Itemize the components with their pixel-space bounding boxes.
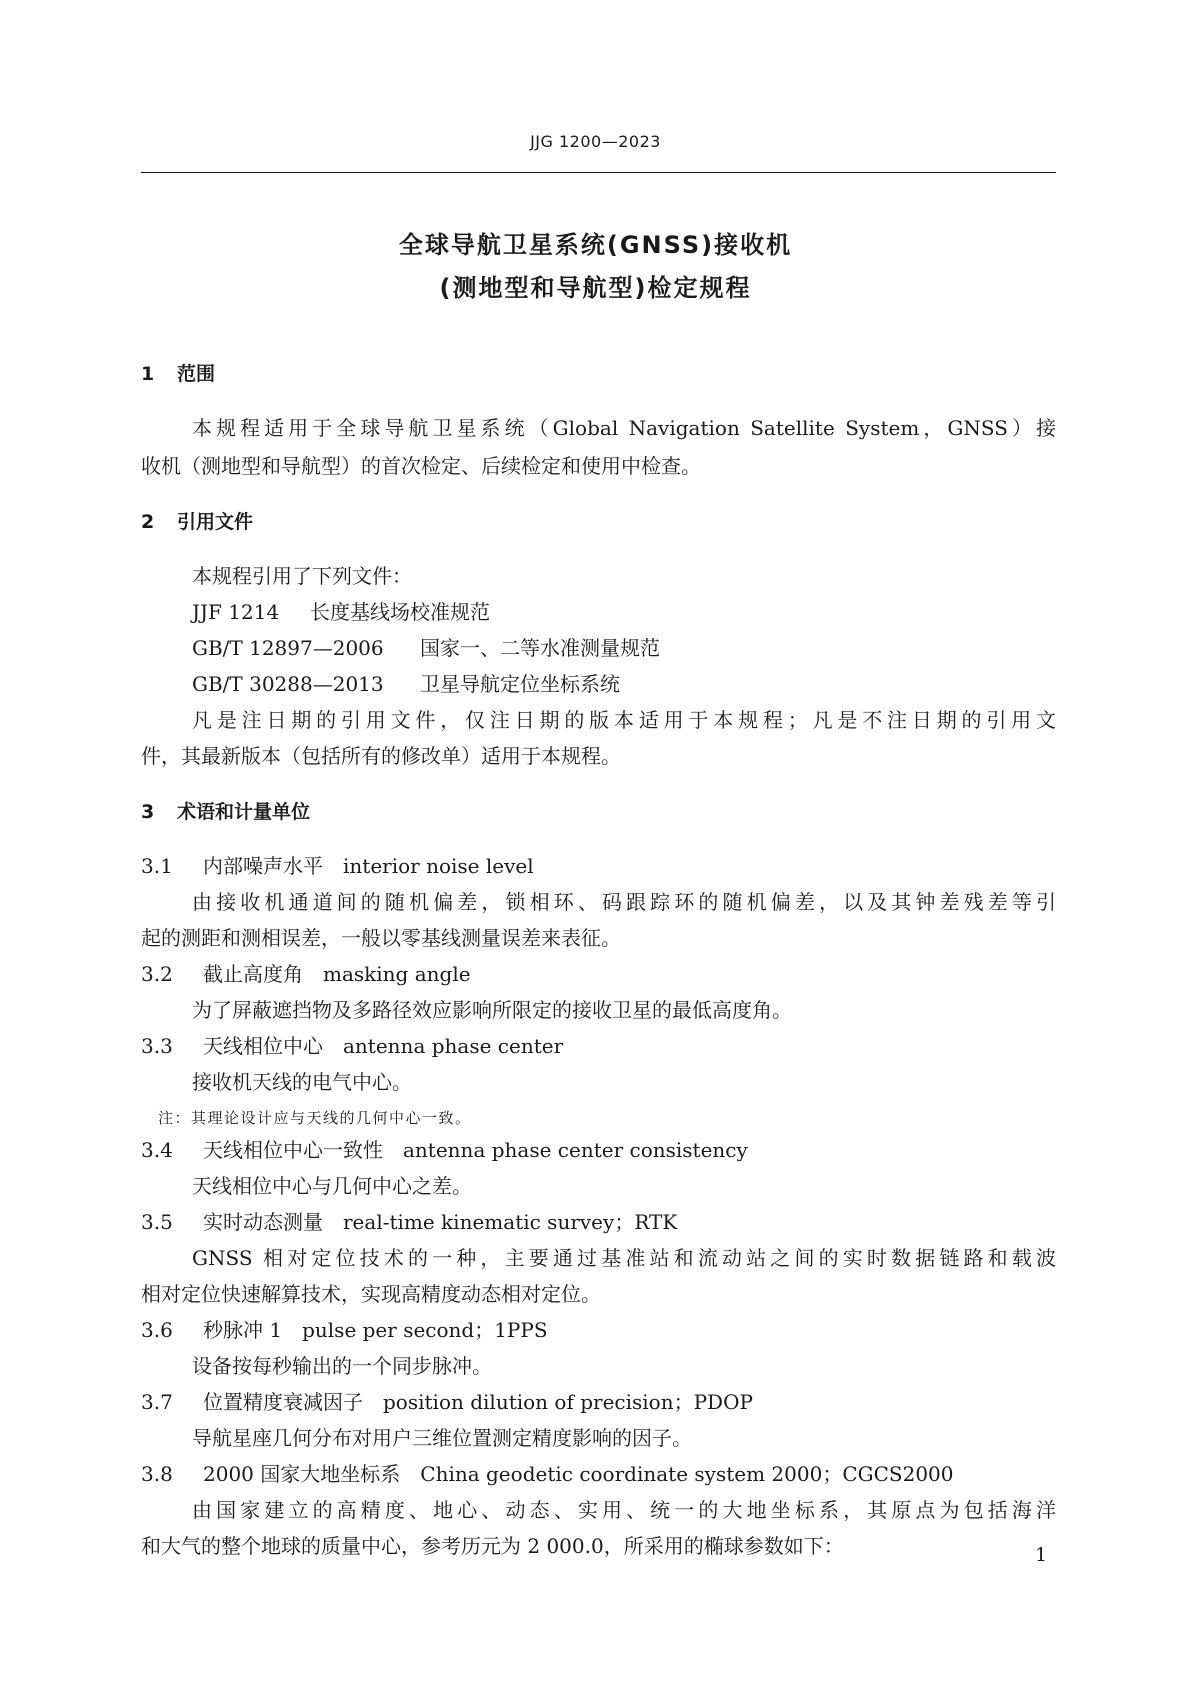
term-chinese: 天线相位中心一致性 bbox=[203, 1138, 383, 1162]
term-chinese: 实时动态测量 bbox=[203, 1210, 323, 1234]
header-rule bbox=[141, 172, 1056, 173]
term-definition-line: 由接收机通道间的随机偏差，锁相环、码跟踪环的随机偏差，以及其钟差残差等引 bbox=[192, 890, 1056, 914]
term-chinese: 内部噪声水平 bbox=[203, 854, 323, 878]
term-heading bbox=[141, 1136, 748, 1164]
term-definition-line: 为了屏蔽遮挡物及多路径效应影响所限定的接收卫星的最低高度角。 bbox=[192, 998, 792, 1022]
reference-item bbox=[192, 598, 490, 626]
page-number: 1 bbox=[1035, 1544, 1048, 1566]
reference-name: 卫星导航定位坐标系统 bbox=[420, 672, 620, 696]
term-heading bbox=[141, 1460, 954, 1488]
term-chinese: 位置精度衰减因子 bbox=[203, 1390, 363, 1414]
section-heading-1 bbox=[141, 360, 215, 388]
paragraph-line: 收机（测地型和导航型）的首次检定、后续检定和使用中检查。 bbox=[141, 454, 701, 478]
reference-code: JJF 1214 bbox=[192, 600, 280, 624]
term-definition-line: 和大气的整个地球的质量中心，参考历元为 2 000.0，所采用的椭球参数如下： bbox=[141, 1534, 844, 1558]
section-number: 3 bbox=[141, 801, 155, 823]
term-definition-line: GNSS 相对定位技术的一种，主要通过基准站和流动站之间的实时数据链路和载波 bbox=[192, 1246, 1056, 1270]
document-code-header: JJG 1200—2023 bbox=[530, 132, 661, 151]
reference-code: GB/T 12897—2006 bbox=[192, 636, 384, 660]
term-chinese: 截止高度角 bbox=[203, 962, 303, 986]
term-chinese: 秒脉冲 1 bbox=[203, 1318, 283, 1342]
term-chinese: 天线相位中心 bbox=[203, 1034, 323, 1058]
term-definition-line: 相对定位快速解算技术，实现高精度动态相对定位。 bbox=[141, 1282, 601, 1306]
reference-name: 国家一、二等水准测量规范 bbox=[420, 636, 660, 660]
term-heading bbox=[141, 1316, 548, 1344]
term-definition-line: 设备按每秒输出的一个同步脉冲。 bbox=[192, 1354, 492, 1378]
term-english: China geodetic coordinate system 2000；CGCS2000 bbox=[420, 1462, 954, 1486]
term-number: 3.7 bbox=[141, 1390, 173, 1414]
term-number: 3.3 bbox=[141, 1034, 173, 1058]
term-english: real-time kinematic survey；RTK bbox=[343, 1210, 678, 1234]
term-definition-line: 导航星座几何分布对用户三维位置测定精度影响的因子。 bbox=[192, 1426, 692, 1450]
section-title: 术语和计量单位 bbox=[177, 801, 311, 823]
term-number: 3.2 bbox=[141, 962, 173, 986]
term-heading bbox=[141, 1208, 677, 1236]
section-title: 引用文件 bbox=[177, 511, 254, 533]
term-definition-line: 起的测距和测相误差，一般以零基线测量误差来表征。 bbox=[141, 926, 621, 950]
term-number: 3.5 bbox=[141, 1210, 173, 1234]
term-heading bbox=[141, 960, 471, 988]
term-heading bbox=[141, 1388, 753, 1416]
term-heading bbox=[141, 1032, 563, 1060]
section-number: 2 bbox=[141, 511, 155, 533]
term-note: 注：其理论设计应与天线的几何中心一致。 bbox=[158, 1109, 472, 1127]
term-number: 3.1 bbox=[141, 854, 173, 878]
term-heading bbox=[141, 852, 534, 880]
paragraph-line: 凡是注日期的引用文件，仅注日期的版本适用于本规程；凡是不注日期的引用文 bbox=[192, 708, 1056, 732]
reference-code: GB/T 30288—2013 bbox=[192, 672, 384, 696]
reference-name: 长度基线场校准规范 bbox=[310, 600, 490, 624]
term-definition-line: 接收机天线的电气中心。 bbox=[192, 1070, 412, 1094]
reference-item bbox=[192, 634, 660, 662]
term-chinese: 2000 国家大地坐标系 bbox=[203, 1462, 401, 1486]
term-english: position dilution of precision；PDOP bbox=[383, 1390, 753, 1414]
term-english: antenna phase center consistency bbox=[403, 1138, 748, 1162]
term-definition-line: 由国家建立的高精度、地心、动态、实用、统一的大地坐标系，其原点为包括海洋 bbox=[192, 1498, 1056, 1522]
reference-item bbox=[192, 670, 620, 698]
paragraph-line: 本规程适用于全球导航卫星系统（Global Navigation Satellite System，GNSS）接 bbox=[192, 416, 1056, 440]
paragraph-line: 件，其最新版本（包括所有的修改单）适用于本规程。 bbox=[141, 744, 621, 768]
section-heading-3 bbox=[141, 798, 310, 826]
section-number: 1 bbox=[141, 363, 155, 385]
document-title-line-1: 全球导航卫星系统(GNSS)接收机 bbox=[398, 231, 793, 259]
term-english: masking angle bbox=[323, 962, 471, 986]
term-number: 3.4 bbox=[141, 1138, 173, 1162]
document-title-line-2: (测地型和导航型)检定规程 bbox=[439, 274, 752, 302]
section-heading-2 bbox=[141, 508, 253, 536]
term-number: 3.6 bbox=[141, 1318, 173, 1342]
term-number: 3.8 bbox=[141, 1462, 173, 1486]
term-english: antenna phase center bbox=[343, 1034, 564, 1058]
paragraph-line: 本规程引用了下列文件： bbox=[192, 564, 412, 588]
section-title: 范围 bbox=[177, 363, 216, 385]
term-definition-line: 天线相位中心与几何中心之差。 bbox=[192, 1174, 472, 1198]
term-english: pulse per second；1PPS bbox=[302, 1318, 548, 1342]
term-english: interior noise level bbox=[343, 854, 534, 878]
